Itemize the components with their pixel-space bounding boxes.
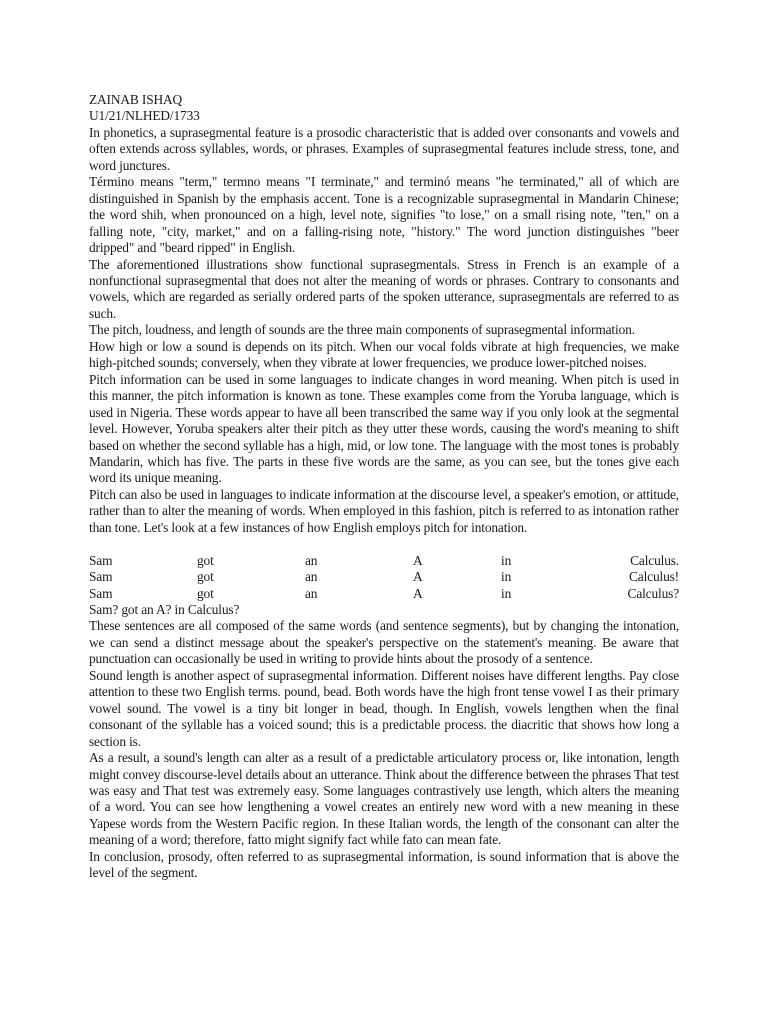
paragraph-conclusion: In conclusion, prosody, often referred to as suprasegmental information, is sound information that is above the level of the segment. (89, 848, 679, 881)
example-word: an (305, 552, 318, 568)
example-row (89, 586, 679, 602)
paragraph-sound-length: Sound length is another aspect of suprasegmental information. Different noises have different lengths. Pay close attention to these two English terms. pound, bead. Both words have the high front tense vowel I as their primary vowel sound. The vowel is a tiny bit longer in bead, though. In English, vowels lengthen when the final consonant of the syllable has a voiced sound; this is a predictable process. the diacritic that shows how long a section is. (89, 667, 679, 749)
example-word: A (413, 552, 423, 568)
example-word: in (501, 585, 512, 601)
paragraph-definition: In phonetics, a suprasegmental feature is a prosodic characteristic that is added over consonants and vowels and often extends across syllables, words, or phrases. Examples of suprasegmental features include stress, tone, and word junctures. (89, 124, 679, 173)
example-question-line: Sam? got an A? in Calculus? (89, 602, 240, 618)
paragraph-intonation: Pitch can also be used in languages to indicate information at the discourse level, a speaker's emotion, or attitude, rather than to alter the meaning of words. When employed in this fashion, pitch is referred to as intonation rather than tone. Let's look at a few instances of how English employs pitch for intonation. (89, 486, 679, 535)
example-row (89, 553, 679, 569)
example-word: A (413, 585, 423, 601)
example-word: in (501, 552, 512, 568)
document-page (89, 92, 679, 882)
blank-line (89, 536, 679, 552)
example-word: got (197, 552, 214, 568)
paragraph-pitch: How high or low a sound is depends on its pitch. When our vocal folds vibrate at high frequencies, we make high-pitched sounds; conversely, when they vibrate at lower frequencies, we produce lower-pitched noises. (89, 338, 679, 371)
paragraph-tone: Pitch information can be used in some languages to indicate changes in word meaning. When pitch is used in this manner, the pitch information is known as tone. These examples come from the Yoruba language, which is used in Nigeria. These words appear to have all been transcribed the same way if you only look at the segmental level. However, Yoruba speakers alter their pitch as they utter these words, causing the word's meaning to shift based on whether the second syllable has a high, mid, or low tone. The language with the most tones is probably Mandarin, which has five. The parts in these five words are the same, as you can see, but the tones give each word its unique meaning. (89, 371, 679, 486)
paragraph-components: The pitch, loudness, and length of sounds are the three main components of suprasegmental information. (89, 322, 635, 338)
example-word: Sam (89, 552, 113, 568)
author-name: ZAINAB ISHAQ (89, 92, 183, 107)
paragraph-length-change: As a result, a sound's length can alter as a result of a predictable articulatory process or, like intonation, length might convey discourse-level details about an utterance. Think about the difference between the phrases That test was easy and That test was extremely easy. Some languages contrastively use length, which alters the meaning of a word. You can see how lengthening a vowel creates an entirely new word with a new meaning in these Yapese words from the Western Pacific region. In these Italian words, the length of the consonant can alter the meaning of a word; therefore, fatto might signify fact while fato can mean fate. (89, 750, 679, 848)
paragraph-sentences: These sentences are all composed of the same words (and sentence segments), but by changing the intonation, we can send a distinct message about the speaker's perspective on the statement's meaning. Be aware that punctuation can occasionally be used in writing to provide hints about the prosody of a sentence. (89, 618, 679, 667)
example-row (89, 569, 679, 585)
example-word: Sam (89, 585, 113, 601)
student-id: U1/21/NLHED/1733 (89, 108, 200, 124)
example-word: Calculus! (629, 569, 679, 585)
example-word: Calculus? (627, 585, 679, 601)
example-word: got (197, 569, 214, 585)
example-word: Sam (89, 569, 113, 585)
example-word: got (197, 585, 214, 601)
example-word: Calculus. (630, 552, 679, 568)
example-word: an (305, 569, 318, 585)
example-word: an (305, 585, 318, 601)
paragraph-spanish-mandarin: Término means "term," termno means "I terminate," and terminó means "he terminated," all of which are distinguished in Spanish by the emphasis accent. Tone is a recognizable suprasegmental in Mandarin Chinese; the word shih, when pronounced on a high, level note, signifies "to lose," on a small rising note, "ten," on a falling note, "city, market," and on a falling-rising note, "history." The word junction distinguishes "beer dripped" and "beard ripped" in English. (89, 174, 679, 256)
paragraph-functional: The aforementioned illustrations show functional suprasegmentals. Stress in French is an example of a nonfunctional suprasegmental that does not alter the meaning of words or phrases. Contrary to consonants and vowels, which are regarded as serially ordered parts of the spoken utterance, suprasegmentals are referred to as such. (89, 256, 679, 321)
example-word: A (413, 569, 423, 585)
example-word: in (501, 569, 512, 585)
